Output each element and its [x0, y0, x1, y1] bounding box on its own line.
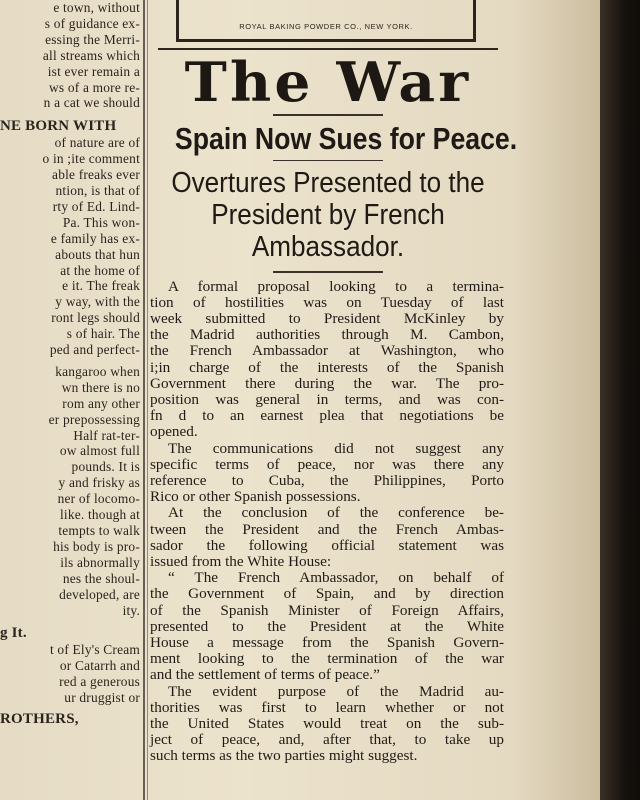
article-line: the Government of Spain, and by direction: [150, 585, 504, 603]
subheadline-rule: [273, 271, 383, 273]
left-text-line: ntion, is that of: [55, 182, 140, 198]
left-text-line: ront legs should: [51, 310, 140, 326]
article-line: The evident purpose of the Madrid au-: [168, 682, 504, 700]
left-text-line: Half rat-ter-: [73, 427, 140, 443]
article-paragraph: [150, 684, 504, 765]
left-text-line: y and frisky as: [58, 475, 140, 491]
left-text-line: of nature are of: [54, 135, 140, 151]
left-text-line: s of guidance ex-: [44, 15, 140, 31]
article-line: specific terms of peace, nor was there any: [150, 455, 504, 473]
left-text-line: ws of a more re-: [49, 79, 140, 95]
left-heading-2: g It.: [0, 625, 27, 642]
article-line: opened.: [150, 423, 198, 441]
section-title: The War: [184, 50, 472, 114]
left-text-line: ner of locomo-: [57, 491, 140, 507]
column-rule-thin: [147, 0, 148, 800]
left-text-line: essing the Merri-: [45, 31, 140, 47]
advertisement-text: ROYAL BAKING POWDER CO., NEW YORK.: [239, 22, 413, 31]
left-text-line: nes the shoul-: [62, 570, 140, 586]
page-edge-shadow: [600, 0, 640, 800]
article-line: Rico or other Spanish possessions.: [150, 488, 361, 506]
left-text-line: e town, without: [53, 0, 140, 15]
article-line: position was general in terms, and was con-: [150, 390, 504, 408]
article-paragraph: [150, 441, 504, 506]
left-text-line: or Catarrh and: [59, 658, 140, 674]
left-block-2: [0, 135, 140, 358]
left-text-line: kangaroo when: [55, 363, 140, 379]
left-text-line: n a cat we should: [43, 95, 140, 111]
left-text-line: developed, are: [59, 586, 140, 602]
left-column: [0, 0, 140, 800]
article-line: At the conclusion of the conference be-: [168, 504, 504, 522]
article-line: i;in charge of the interests of the Spanish: [150, 358, 504, 376]
left-text-line: e it. The freak: [62, 278, 140, 294]
subheadline-line: Overtures Presented to the: [171, 167, 485, 199]
article-line: reference to Cuba, the Philippines, Porto: [150, 471, 504, 489]
article-line: presented to the President at the White: [150, 617, 504, 635]
article-line: The communications did not suggest any: [168, 439, 504, 457]
article-line: A formal proposal looking to a termina-: [168, 277, 504, 295]
article-body: [150, 279, 506, 765]
left-text-line: ow almost full: [59, 443, 140, 459]
article-paragraph: [150, 505, 504, 570]
left-text-line: ped and perfect-: [49, 342, 140, 358]
left-text-line: pounds. It is: [71, 459, 140, 475]
left-text-line: abouts that hun: [55, 246, 140, 262]
subheadline-line: President by French: [211, 199, 445, 231]
article-line: the Madrid authorities through M. Cambon,: [150, 326, 504, 344]
left-text-line: all streams which: [42, 47, 140, 63]
left-block-3: [0, 364, 140, 619]
left-text-line: red a generous: [59, 674, 140, 690]
article-line: ment looking to the termination of the war: [150, 650, 504, 668]
article-line: sador the following official statement was: [150, 536, 504, 554]
article-paragraph: [150, 279, 504, 441]
left-text-line: t of Ely's Cream: [49, 642, 140, 658]
advertisement-box: [176, 0, 476, 42]
article-line: and the settlement of terms of peace.”: [150, 666, 380, 684]
article-line: “ The French Ambassador, on behalf of: [168, 569, 504, 587]
left-block-4: [0, 642, 140, 706]
article-line: week submitted to President McKinley by: [150, 309, 504, 327]
left-heading-1: NE BORN WITH: [0, 118, 117, 135]
article-line: ject of peace, and, after that, to take up: [150, 731, 504, 749]
left-text-line: ils abnormally: [60, 554, 140, 570]
article-line: Government there during the war. The pro-: [150, 374, 504, 392]
left-text-line: ist ever remain a: [47, 63, 140, 79]
article-line: thorities was first to learn whether or not: [150, 698, 504, 716]
article-paragraph: [150, 570, 504, 683]
article-line: tion of hostilities was on Tuesday of last: [150, 293, 504, 311]
left-text-line: ity.: [122, 602, 140, 618]
left-text-line: at the home of: [60, 262, 140, 278]
headline: Spain Now Sues for Peace.: [174, 120, 518, 156]
article-line: the French Ambassador at Washington, who: [150, 342, 504, 360]
left-footer: ROTHERS,: [0, 710, 79, 727]
headline-rule: [273, 160, 383, 162]
left-text-line: y way, with the: [55, 294, 140, 310]
article-column: [150, 50, 518, 765]
left-text-line: ur druggist or: [64, 690, 140, 706]
left-text-line: rom any other: [62, 395, 140, 411]
left-text-line: e family has ex-: [50, 230, 140, 246]
article-line: of the Spanish Minister of Foreign Affairs,: [150, 601, 504, 619]
left-text-line: o in ;ite comment: [42, 151, 140, 167]
article-line: the United States would treat on the sub-: [150, 714, 504, 732]
article-line: issued from the White House:: [150, 552, 332, 570]
article-line: fn d to an earnest plea that negotiations be: [150, 407, 504, 425]
left-text-line: Pa. This won-: [62, 214, 140, 230]
left-text-line: rty of Ed. Lind-: [52, 198, 140, 214]
left-text-line: able freaks ever: [52, 167, 140, 183]
article-line: House a message from the Spanish Govern-: [150, 633, 504, 651]
left-text-line: er prepossessing: [48, 411, 140, 427]
article-line: such terms as the two parties might suggest.: [150, 747, 418, 765]
left-text-line: like. though at: [60, 507, 140, 523]
left-text-line: s of hair. The: [66, 326, 140, 342]
column-rule: [143, 0, 145, 800]
subheadline-line: Ambassador.: [251, 231, 405, 263]
article-line: tween the President and the French Ambas-: [150, 520, 504, 538]
subheadline: [150, 167, 506, 263]
left-text-line: his body is pro-: [53, 538, 140, 554]
left-block-1: [0, 0, 140, 111]
left-text-line: tempts to walk: [58, 523, 140, 538]
left-text-line: wn there is no: [61, 379, 140, 395]
title-rule: [273, 114, 383, 116]
